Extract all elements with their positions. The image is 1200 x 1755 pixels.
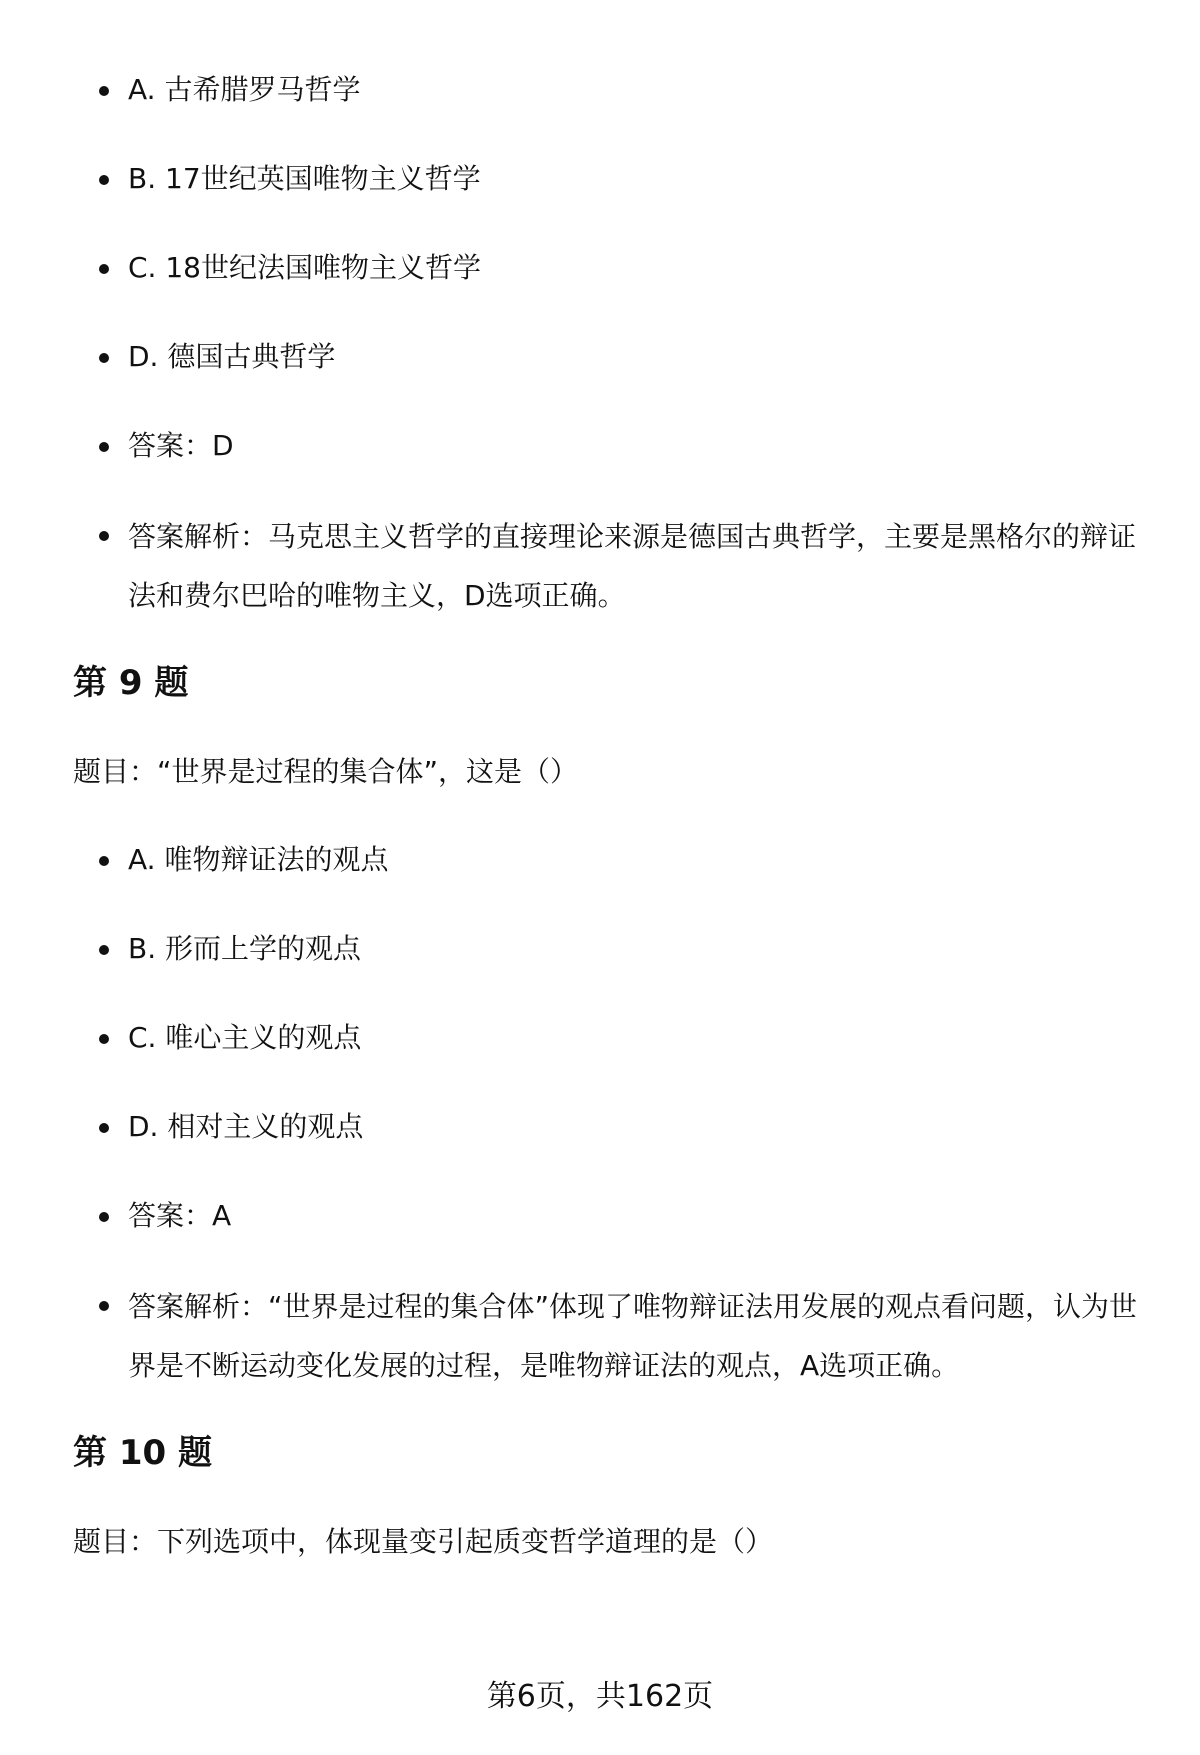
analysis-text: 答案解析：“世界是过程的集合体”体现了唯物辩证法用发展的观点看问题，认为世界是不断运动变化发展的过程，是唯物辩证法的观点，A选项正确。 bbox=[128, 1290, 1138, 1382]
bullet-icon bbox=[99, 1034, 109, 1044]
option-text: D. 相对主义的观点 bbox=[128, 1110, 364, 1143]
document-content bbox=[73, 62, 1153, 1602]
answer-text: 答案：A bbox=[128, 1199, 232, 1232]
page-number-footer: 第6页，共162页 bbox=[486, 1679, 714, 1714]
question-heading: 第 9 题 bbox=[73, 663, 189, 703]
bullet-icon bbox=[99, 264, 109, 274]
q8-analysis bbox=[73, 507, 1153, 625]
option-text: C. 唯心主义的观点 bbox=[128, 1021, 362, 1054]
bullet-icon bbox=[99, 945, 109, 955]
q9-answer bbox=[73, 1188, 1153, 1244]
answer-text: 答案：D bbox=[128, 429, 234, 462]
q9-option-a bbox=[73, 832, 1153, 888]
option-text: B. 17世纪英国唯物主义哲学 bbox=[128, 162, 481, 195]
bullet-icon bbox=[99, 1212, 109, 1222]
analysis-text: 答案解析：马克思主义哲学的直接理论来源是德国古典哲学，主要是黑格尔的辩证法和费尔巴哈的唯物主义，D选项正确。 bbox=[128, 520, 1137, 612]
bullet-icon bbox=[99, 442, 109, 452]
question-stem: 题目：“世界是过程的集合体”，这是（） bbox=[73, 755, 579, 788]
option-text: C. 18世纪法国唯物主义哲学 bbox=[128, 251, 481, 284]
option-text: D. 德国古典哲学 bbox=[128, 340, 336, 373]
bullet-icon bbox=[99, 175, 109, 185]
bullet-icon bbox=[99, 1123, 109, 1133]
q8-option-d bbox=[73, 329, 1153, 385]
option-text: B. 形而上学的观点 bbox=[128, 932, 362, 965]
question-stem: 题目：下列选项中，体现量变引起质变哲学道理的是（） bbox=[73, 1525, 774, 1558]
option-text: A. 古希腊罗马哲学 bbox=[128, 73, 361, 106]
q9-option-c bbox=[73, 1010, 1153, 1066]
q8-option-a bbox=[73, 62, 1153, 118]
q8-option-b bbox=[73, 151, 1153, 207]
bullet-icon bbox=[99, 1301, 109, 1311]
q8-option-c bbox=[73, 240, 1153, 296]
q9-option-b bbox=[73, 921, 1153, 977]
q9-option-list bbox=[73, 832, 1153, 1395]
bullet-icon bbox=[99, 353, 109, 363]
bullet-icon bbox=[99, 86, 109, 96]
question-heading: 第 10 题 bbox=[73, 1433, 212, 1473]
bullet-icon bbox=[99, 531, 109, 541]
bullet-icon bbox=[99, 856, 109, 866]
option-text: A. 唯物辩证法的观点 bbox=[128, 843, 389, 876]
q8-answer bbox=[73, 418, 1153, 474]
q9-analysis bbox=[73, 1277, 1153, 1395]
q9-option-d bbox=[73, 1099, 1153, 1155]
q8-option-list bbox=[73, 62, 1153, 625]
